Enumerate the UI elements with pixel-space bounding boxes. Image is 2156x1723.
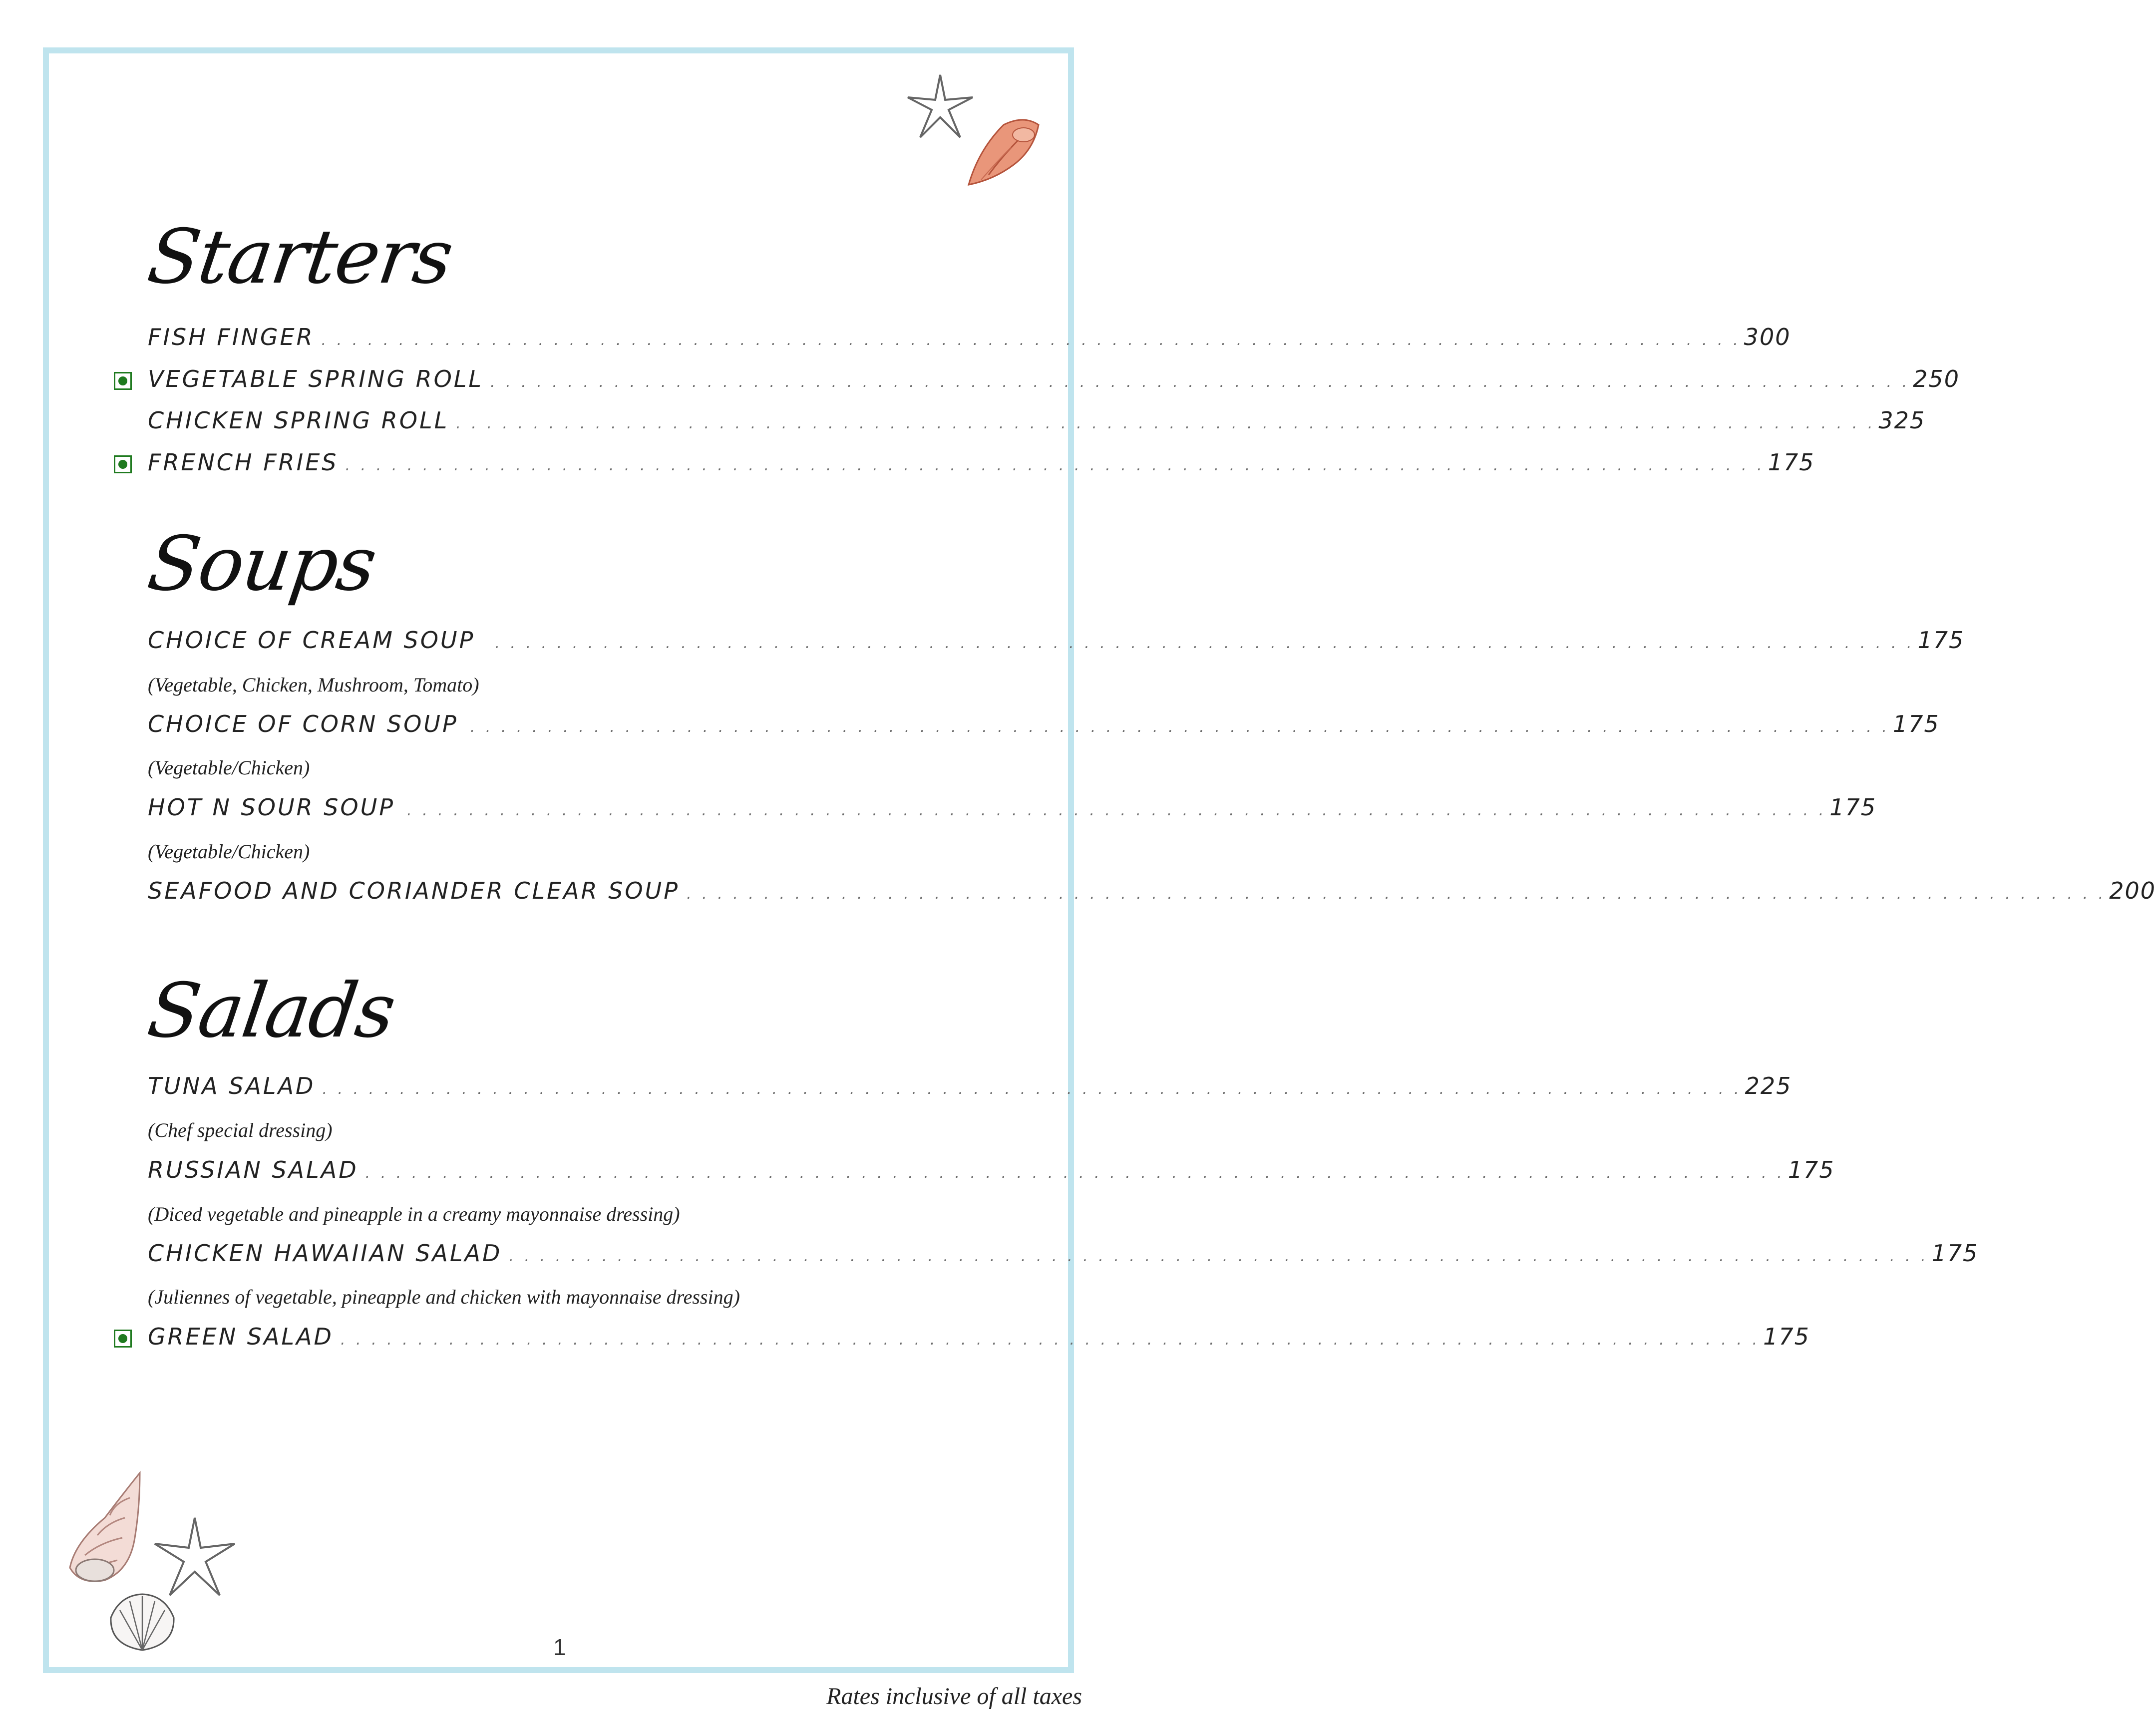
menu-item [148,627,1965,654]
menu-item [148,324,1791,350]
item-price: 175 [1917,627,1965,654]
veg-marker-icon [114,372,132,390]
item-name: CHICKEN SPRING ROLL [148,407,449,434]
item-name: SEAFOOD AND CORIANDER CLEAR SOUP [148,877,680,904]
item-description: (Diced vegetable and pineapple in a creamy mayonnaise dressing) [148,1203,680,1225]
item-price: 225 [1745,1072,1792,1099]
menu-item [148,1323,1810,1350]
section-title-starters: Starters [142,214,458,301]
veg-marker-icon [114,455,132,473]
item-price: 300 [1744,324,1791,350]
item-name: CHOICE OF CREAM SOUP [148,627,475,654]
item-name: FISH FINGER [148,324,315,350]
item-price: 175 [1763,1323,1810,1350]
menu-item [148,710,1940,737]
item-name: RUSSIAN SALAD [148,1156,359,1183]
dot-leader: . . . . . . . . . . . . . . . . . . . . . . . . . . . . . . . . . . . . . . . . . . . . . . . . . . . . . . . . . . . . . . . . . . . . . . . . . . . . . . . . . . . . . . . . . . . . [340,1331,1761,1349]
dot-leader: . . . . . . . . . . . . . . . . . . . . . . . . . . . . . . . . . . . . . . . . . . . . . . . . . . . . . . . . . . . . . . . . . . . . . . . . . . . . . . . . . . . . . . . . . . . . [365,1164,1785,1182]
item-name: VEGETABLE SPRING ROLL [148,365,484,392]
menu-item [148,1240,1979,1267]
item-price: 175 [1931,1240,1979,1267]
item-name: CHICKEN HAWAIIAN SALAD [148,1240,502,1267]
conch-shell-icon [959,105,1044,190]
section-title-soups: Soups [142,521,381,608]
starfish-icon [150,1513,240,1603]
item-name: CHOICE OF CORN SOUP [148,710,458,737]
dot-leader: . . . . . . . . . . . . . . . . . . . . . . . . . . . . . . . . . . . . . . . . . . . . . . . . . . . . . . . . . . . . . . . . . . . . . . . . . . . . . . . . . . . . . . . . . . . . [345,457,1765,474]
item-description: (Chef special dressing) [148,1119,333,1141]
menu-item [148,365,1960,392]
dot-leader: . . . . . . . . . . . . . . . . . . . . . . . . . . . . . . . . . . . . . . . . . . . . . . . . . . . . . . . . . . . . . . . . . . . . . . . . . . . . . . . . . . . . . . . . . . . . [470,718,1890,736]
dot-leader: . . . . . . . . . . . . . . . . . . . . . . . . . . . . . . . . . . . . . . . . . . . . . . . . . . . . . . . . . . . . . . . . . . . . . . . . . . . . . . . . . . . . . . . . . . . . [509,1248,1929,1265]
item-name: GREEN SALAD [148,1323,334,1350]
dot-leader: . . . . . . . . . . . . . . . . . . . . . . . . . . . . . . . . . . . . . . . . . . . . . . . . . . . . . . . . . . . . . . . . . . . . . . . . . . . . . . . . . . . . . . . . . . . . [322,1080,1742,1098]
item-description: (Vegetable, Chicken, Mushroom, Tomato) [148,674,479,696]
item-price: 200 [2109,877,2156,904]
menu-item [148,449,1815,476]
section-title-salads: Salads [142,968,400,1054]
dot-leader: . . . . . . . . . . . . . . . . . . . . . . . . . . . . . . . . . . . . . . . . . . . . . . . . . . . . . . . . . . . . . . . . . . . . . . . . . . . . . . . . . . . . . . . . . . . . [456,415,1876,432]
item-description: (Vegetable/Chicken) [148,756,310,779]
item-price: 175 [1768,449,1815,476]
veg-marker-icon [114,1330,132,1348]
spiral-shell-icon [60,1468,150,1588]
item-description: (Vegetable/Chicken) [148,840,310,863]
menu-item [148,877,2156,904]
scallop-shell-icon [105,1590,180,1655]
dot-leader: . . . . . . . . . . . . . . . . . . . . . . . . . . . . . . . . . . . . . . . . . . . . . . . . . . . . . . . . . . . . . . . . . . . . . . . . . . . . . . . . . . . . . . . . . . . . [407,802,1827,819]
item-description: (Juliennes of vegetable, pineapple and chicken with mayonnaise dressing) [148,1286,740,1308]
item-price: 175 [1829,794,1876,821]
dot-leader: . . . . . . . . . . . . . . . . . . . . . . . . . . . . . . . . . . . . . . . . . . . . . . . . . . . . . . . . . . . . . . . . . . . . . . . . . . . . . . . . . . . . . . . . . . . . [321,332,1741,349]
dot-leader: . . . . . . . . . . . . . . . . . . . . . . . . . . . . . . . . . . . . . . . . . . . . . . . . . . . . . . . . . . . . . . . . . . . . . . . . . . . . . . . . . . . . . . . . . . . . [495,635,1915,652]
item-price: 325 [1878,407,1926,434]
dot-leader: . . . . . . . . . . . . . . . . . . . . . . . . . . . . . . . . . . . . . . . . . . . . . . . . . . . . . . . . . . . . . . . . . . . . . . . . . . . . . . . . . . . . . . . . . . . . [687,885,2107,903]
menu-item [148,1072,1792,1099]
menu-item [148,407,1926,434]
item-price: 175 [1892,710,1940,737]
item-name: TUNA SALAD [148,1072,316,1099]
item-price: 175 [1788,1156,1835,1183]
page-number: 1 [553,1634,566,1660]
menu-item [148,1156,1835,1183]
item-price: 250 [1913,365,1960,392]
item-name: FRENCH FRIES [148,449,339,476]
footer-note: Rates inclusive of all taxes [826,1683,1082,1710]
dot-leader: . . . . . . . . . . . . . . . . . . . . . . . . . . . . . . . . . . . . . . . . . . . . . . . . . . . . . . . . . . . . . . . . . . . . . . . . . . . . . . . . . . . . . . . . . . . . [490,373,1910,391]
item-name: HOT N SOUR SOUP [148,794,395,821]
menu-item [148,794,1876,821]
